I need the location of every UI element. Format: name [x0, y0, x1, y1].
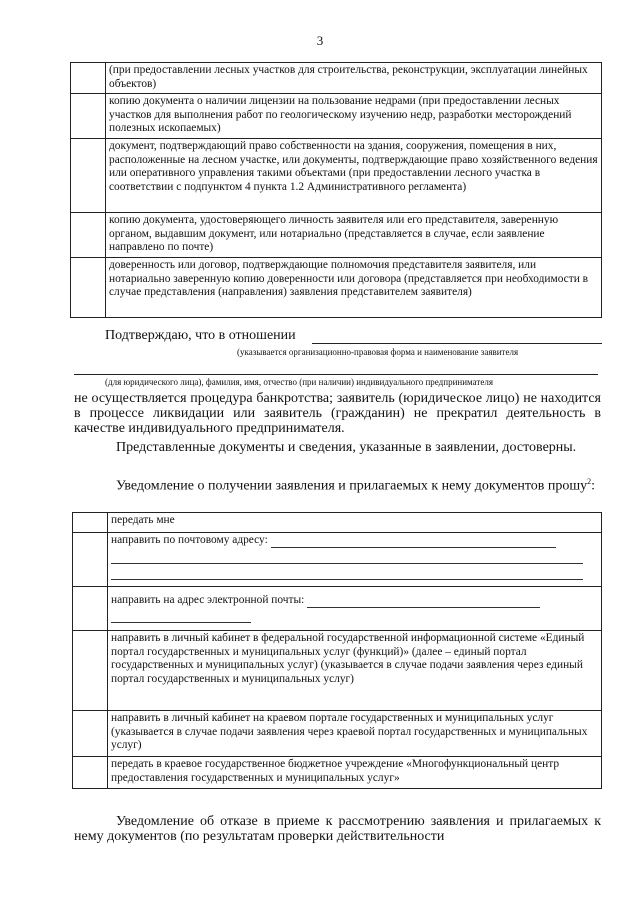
checkbox-cell[interactable]	[71, 63, 106, 94]
checkbox-regional[interactable]	[73, 711, 108, 757]
reliability-statement: Представленные документы и сведения, указанные в заявлении, достоверны.	[116, 440, 577, 455]
table-row	[73, 513, 602, 533]
document-item: доверенность или договор, подтверждающие полномочия представителя заявителя, или нотариально заверенную копию доверенности или договора (представляется при необходимости в случае представления (направления) заявления представителем заявителя)	[106, 257, 602, 317]
document-item: копию документа о наличии лицензии на пользование недрами (при предоставлении лесных участков для выполнения работ по геологическому изучению недр, разработки месторождений полезных ископаемых)	[106, 94, 602, 139]
notification-intro-text: Уведомление о получении заявления и прилагаемых к нему документов прошу	[116, 478, 588, 494]
option-epgu: направить в личный кабинет в федеральной государственной информационной системе «Единый портал государственных и муниципальных услуг (функций)» (далее – единый портал государственных и муниципальных услуг) (указывается в случае подачи заявления через единый портал государственных и муниципальных услуг)	[108, 631, 602, 711]
documents-table	[70, 62, 602, 318]
table-row	[71, 138, 602, 212]
checkbox-cell[interactable]	[71, 257, 106, 317]
checkbox-epgu[interactable]	[73, 631, 108, 711]
page-number: 3	[316, 33, 324, 48]
option-label: передать мне	[111, 514, 175, 526]
postal-address-field-2[interactable]	[111, 550, 583, 564]
applicant-name-line[interactable]	[312, 343, 602, 344]
table-row	[71, 212, 602, 257]
table-row	[73, 757, 602, 789]
checkbox-cell[interactable]	[71, 212, 106, 257]
option-mfc: передать в краевое государственное бюджетное учреждение «Многофункциональный центр предоставления государственных и муниципальных услуг»	[108, 757, 602, 789]
email-field[interactable]	[307, 595, 540, 608]
option-regional: направить в личный кабинет на краевом портале государственных и муниципальных услуг (указывается в случае подачи заявления через краевой портал государственных и муниципальных услуг)	[108, 711, 602, 757]
notification-intro	[74, 474, 601, 494]
option-label: направить на адрес электронной почты:	[111, 594, 305, 606]
option-email	[108, 587, 602, 631]
applicant-hint-2: (для юридического лица), фамилия, имя, отчество (при наличии) индивидуального предпринимателя	[105, 377, 493, 387]
checkbox-cell[interactable]	[71, 138, 106, 212]
checkbox-mfc[interactable]	[73, 757, 108, 789]
email-field-2[interactable]	[111, 610, 251, 623]
table-row	[73, 631, 602, 711]
applicant-hint-1: (указывается организационно-правовая форма и наименование заявителя	[237, 347, 519, 357]
table-row	[71, 257, 602, 317]
checkbox-cell[interactable]	[71, 94, 106, 139]
table-row	[71, 94, 602, 139]
notification-colon: :	[591, 478, 596, 494]
postal-address-field[interactable]	[271, 535, 556, 548]
table-row	[73, 533, 602, 587]
table-row	[73, 587, 602, 631]
notification-options-table	[72, 512, 602, 789]
document-item: документ, подтверждающий право собственности на здания, сооружения, помещения в них, расположенные на лесном участке, или документы, подтверждающие право хозяйственного ведения или оперативного управления такими объектами (при предоставлении лесного участка в соответствии с подпунктом 4 пункта 1.2 Административного регламента)	[106, 138, 602, 212]
document-item: копию документа, удостоверяющего личность заявителя или его представителя, заверенную органом, выдавшим документ, или нотариально (представляется в случае, если заявление направлено по почте)	[106, 212, 602, 257]
checkbox-email[interactable]	[73, 587, 108, 631]
postal-address-field-3[interactable]	[111, 566, 583, 580]
refusal-notification: Уведомление об отказе в приеме к рассмотрению заявления и прилагаемых к нему документов (по результатам проверки действительности	[74, 814, 601, 844]
applicant-name-line-2[interactable]	[74, 374, 598, 375]
confirm-lead: Подтверждаю, что в отношении	[105, 328, 296, 343]
document-item: (при предоставлении лесных участков для строительства, реконструкции, эксплуатации линейных объектов)	[106, 63, 602, 94]
checkbox-hand[interactable]	[73, 513, 108, 533]
bankruptcy-statement: не осуществляется процедура банкротства; заявитель (юридическое лицо) не находится в процессе ликвидации или заявитель (гражданин) не прекратил деятельность в качестве индивидуального предпринимателя.	[74, 391, 601, 436]
table-row	[73, 711, 602, 757]
option-post	[108, 533, 602, 587]
table-row	[71, 63, 602, 94]
option-label: направить по почтовому адресу:	[111, 534, 268, 546]
footnote-mark: 2	[587, 477, 592, 486]
checkbox-post[interactable]	[73, 533, 108, 587]
option-hand	[108, 513, 602, 533]
